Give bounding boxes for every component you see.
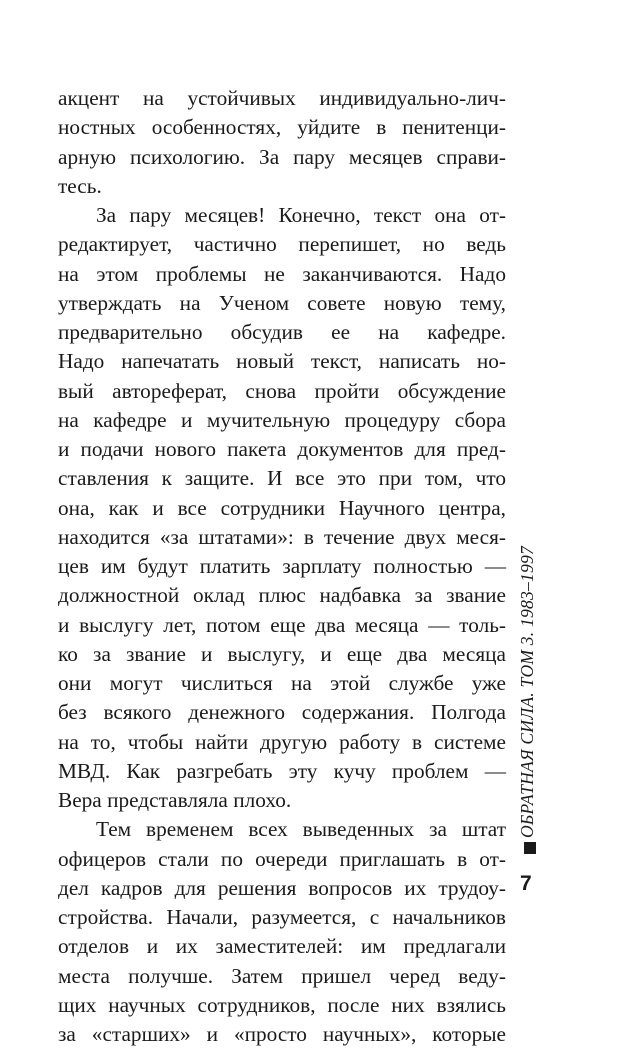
text-line: тесь.: [58, 173, 102, 198]
text-line: стройства. Начали, разумеется, с начальников: [58, 905, 506, 929]
text-line: на этом проблемы не заканчиваются. Надо: [58, 261, 506, 286]
paragraph-start-line: За пару месяцев! Конечно, текст она от-: [96, 203, 506, 227]
text-line: акцент на устойчивых индивидуально-лич-: [58, 86, 506, 110]
text-line: она, как и все сотрудники Научного центра,: [58, 495, 506, 520]
text-line: предварительно обсудив ее на кафедре.: [58, 320, 506, 344]
text-line: дел кадров для решения вопросов их трудоу-: [58, 875, 506, 900]
text-line: на кафедре и мучительную процедуру сбора: [58, 407, 506, 432]
text-line: МВД. Как разгребать эту кучу проблем —: [58, 758, 506, 783]
text-line: ностных особенностях, уйдите в пенитенци-: [58, 115, 506, 140]
text-line: ставления к защите. И все это при том, что: [58, 466, 506, 491]
text-line: они могут числиться на этой службе уже: [58, 671, 506, 695]
text-line: за «старших» и «просто научных», которые: [58, 1022, 506, 1046]
text-line: и подачи нового пакета документов для пред-: [58, 437, 506, 461]
text-line: Вера представляла плохо.: [58, 788, 292, 812]
text-line: редактирует, частично перепишет, но ведь: [58, 232, 506, 257]
text-line: места получше. Затем пришел черед веду-: [58, 963, 506, 988]
paragraph-start-line: Тем временем всех выведенных за штат: [96, 817, 506, 842]
text-line: вый автореферат, снова пройти обсуждение: [58, 378, 506, 403]
text-line: офицеров стали по очереди приглашать в от-: [58, 846, 506, 871]
text-line: должностной оклад плюс надбавка за звание: [58, 583, 506, 608]
text-line: утверждать на Ученом совете новую тему,: [58, 290, 506, 315]
body-text: [58, 84, 506, 1049]
text-line: отделов и их заместителей: им предлагали: [58, 934, 506, 959]
text-line: без всякого денежного содержания. Полгода: [58, 700, 506, 725]
text-line: и выслугу лет, потом еще два месяца — толь-: [58, 612, 506, 637]
square-marker-icon: [524, 842, 536, 854]
text-line: на то, чтобы найти другую работу в системе: [58, 729, 506, 754]
text-line: щих научных сотрудников, после них взялись: [58, 992, 506, 1017]
page-number: 7: [520, 872, 532, 895]
text-line: ко за звание и выслугу, и еще два месяца: [58, 641, 506, 666]
text-line: арную психологию. За пару месяцев справи-: [58, 144, 506, 169]
text-line: находится «за штатами»: в течение двух меся-: [58, 524, 506, 549]
text-line: Надо напечатать новый текст, написать но-: [58, 349, 506, 374]
text-line: цев им будут платить зарплату полностью —: [58, 554, 506, 578]
running-title: ОБРАТНАЯ СИЛА. ТОМ 3. 1983–1997: [517, 546, 537, 838]
